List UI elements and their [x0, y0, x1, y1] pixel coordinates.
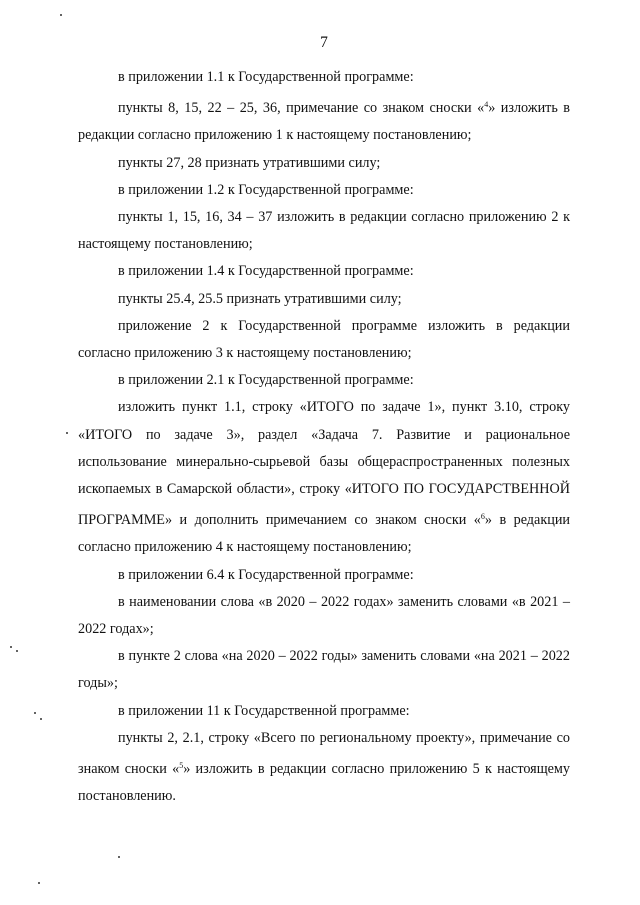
footnote-mark: 6 [480, 512, 485, 522]
footnote-mark: 4 [484, 100, 489, 110]
paragraph-void-items-25: пункты 25.4, 25.5 признать утратившими силу; [118, 290, 402, 307]
paragraph-item-2-replacement: в пункте 2 слова «на 2020 – 2022 годы» заменить словами «на 2021 – 2022 годы»; [78, 648, 570, 692]
paragraph-title-replacement: в наименовании слова «в 2020 – 2022 годах» заменить словами «в 2021 – 2022 годах»; [78, 593, 570, 638]
paragraph-appendix-2: приложение 2 к Государственной программе изложить в редакции согласно приложению 3 к настоящему постановлению; [78, 317, 570, 362]
paragraph-appendix-1-1: в приложении 1.1 к Государственной программе: [118, 69, 414, 85]
scan-speck [34, 712, 36, 714]
paragraph-text: » изложить в редакции согласно приложению 5 к настоящему постановлению. [78, 761, 570, 805]
paragraph-appendix-1-4: в приложении 1.4 к Государственной программе: [118, 263, 414, 280]
paragraph-appendix-6-4: в приложении 6.4 к Государственной программе: [118, 566, 414, 583]
scan-speck [40, 718, 42, 720]
paragraph-items-appendix-11 [78, 725, 570, 811]
paragraph-text: » в редакции согласно приложению 4 к настоящему постановлению; [78, 512, 570, 556]
paragraph-appendix-2-1: в приложении 2.1 к Государственной программе: [118, 372, 414, 389]
paragraph-text: пункты 2, 2.1, строку «Всего по региональному проекту», примечание со знаком сноски « [78, 729, 570, 778]
document-body [78, 64, 570, 810]
paragraph-appendix-1-2: в приложении 1.2 к Государственной программе: [118, 181, 414, 198]
scan-speck [60, 14, 62, 16]
scan-speck [16, 650, 18, 652]
scan-speck [118, 856, 120, 858]
scan-speck [66, 432, 68, 434]
scan-speck [10, 646, 12, 648]
paragraph-text: пункты 8, 15, 22 – 25, 36, примечание со знаком сноски « [118, 100, 485, 117]
paragraph-text: изложить пункт 1.1, строку «ИТОГО по задаче 1», пункт 3.10, строку «ИТОГО по задаче 3», раздел «Задача 7. Развитие и рациональное использование минерально-сырьевой базы общераспространенных полезных ископаемых в Самарской области», строку «ИТОГО ПО ГОСУДАРСТВЕННОЙ ПРОГРАММЕ» и дополнить примечанием со знаком сноски « [78, 399, 570, 529]
paragraph-appendix-11: в приложении 11 к Государственной программе: [118, 702, 410, 719]
paragraph-void-items-27-28: пункты 27, 28 признать утратившими силу; [118, 154, 381, 171]
footnote-mark: 5 [179, 761, 184, 771]
paragraph-items-appendix-1-2: пункты 1, 15, 16, 34 – 37 изложить в редакции согласно приложению 2 к настоящему постановлению; [78, 209, 570, 253]
paragraph-items-appendix-2-1 [78, 394, 570, 561]
scan-speck [38, 882, 40, 884]
page-number: 7 [320, 34, 328, 51]
paragraph-text: » изложить в редакции согласно приложению 1 к настоящему постановлению; [78, 100, 570, 144]
paragraph-items-appendix-1-1 [78, 91, 570, 149]
